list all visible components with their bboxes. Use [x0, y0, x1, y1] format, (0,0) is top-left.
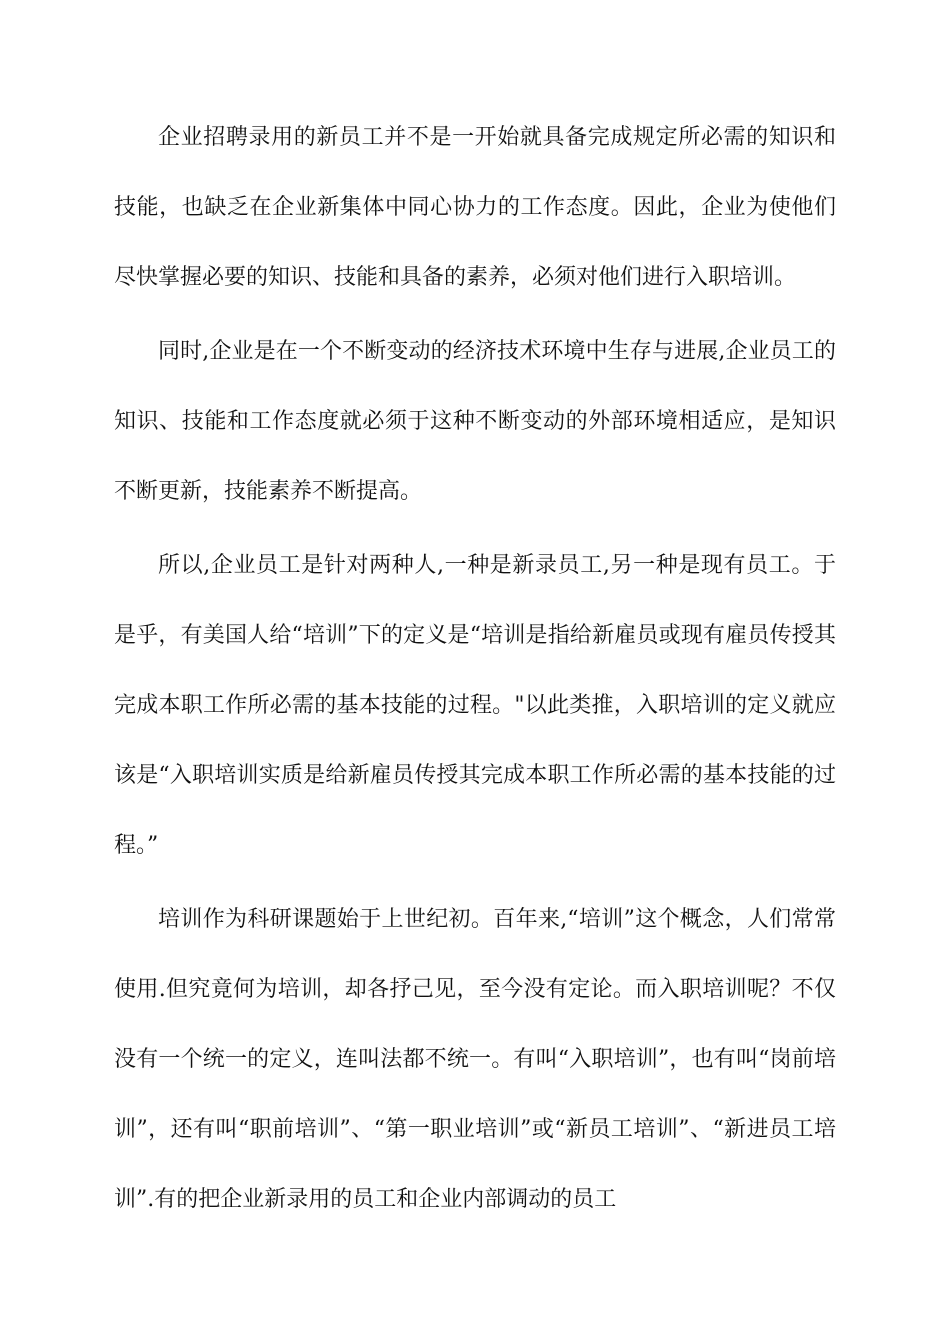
paragraph-3: 所以,企业员工是针对两种人,一种是新录员工,另一种是现有员工。于是乎，有美国人给“培训”下的定义是“培训是指给新雇员或现有雇员传授其完成本职工作所必需的基本技能的过程。"以此类推，入职培训的定义就应该是“入职培训实质是给新雇员传授其完成本职工作所必需的基本技能的过程。”: [114, 553, 836, 858]
document-body: [114, 103, 836, 1239]
paragraph-2: 同时,企业是在一个不断变动的经济技术环境中生存与进展,企业员工的知识、技能和工作态度就必须于这种不断变动的外部环境相适应，是知识不断更新，技能素养不断提高。: [114, 339, 836, 504]
paragraph-4: 培训作为科研课题始于上世纪初。百年来,“培训”这个概念，人们常常使用.但究竟何为培训，却各抒己见，至今没有定论。而入职培训呢？不仅没有一个统一的定义，连叫法都不统一。有叫“入职培训”，也有叫“岗前培训”，还有叫“职前培训”、“第一职业培训”或“新员工培训”、“新进员工培训”.有的把企业新录用的员工和企业内部调动的员工: [114, 907, 836, 1212]
paragraph-1: 企业招聘录用的新员工并不是一开始就具备完成规定所必需的知识和技能，也缺乏在企业新集体中同心协力的工作态度。因此，企业为使他们尽快掌握必要的知识、技能和具备的素养，必须对他们进行入职培训。: [114, 125, 836, 290]
